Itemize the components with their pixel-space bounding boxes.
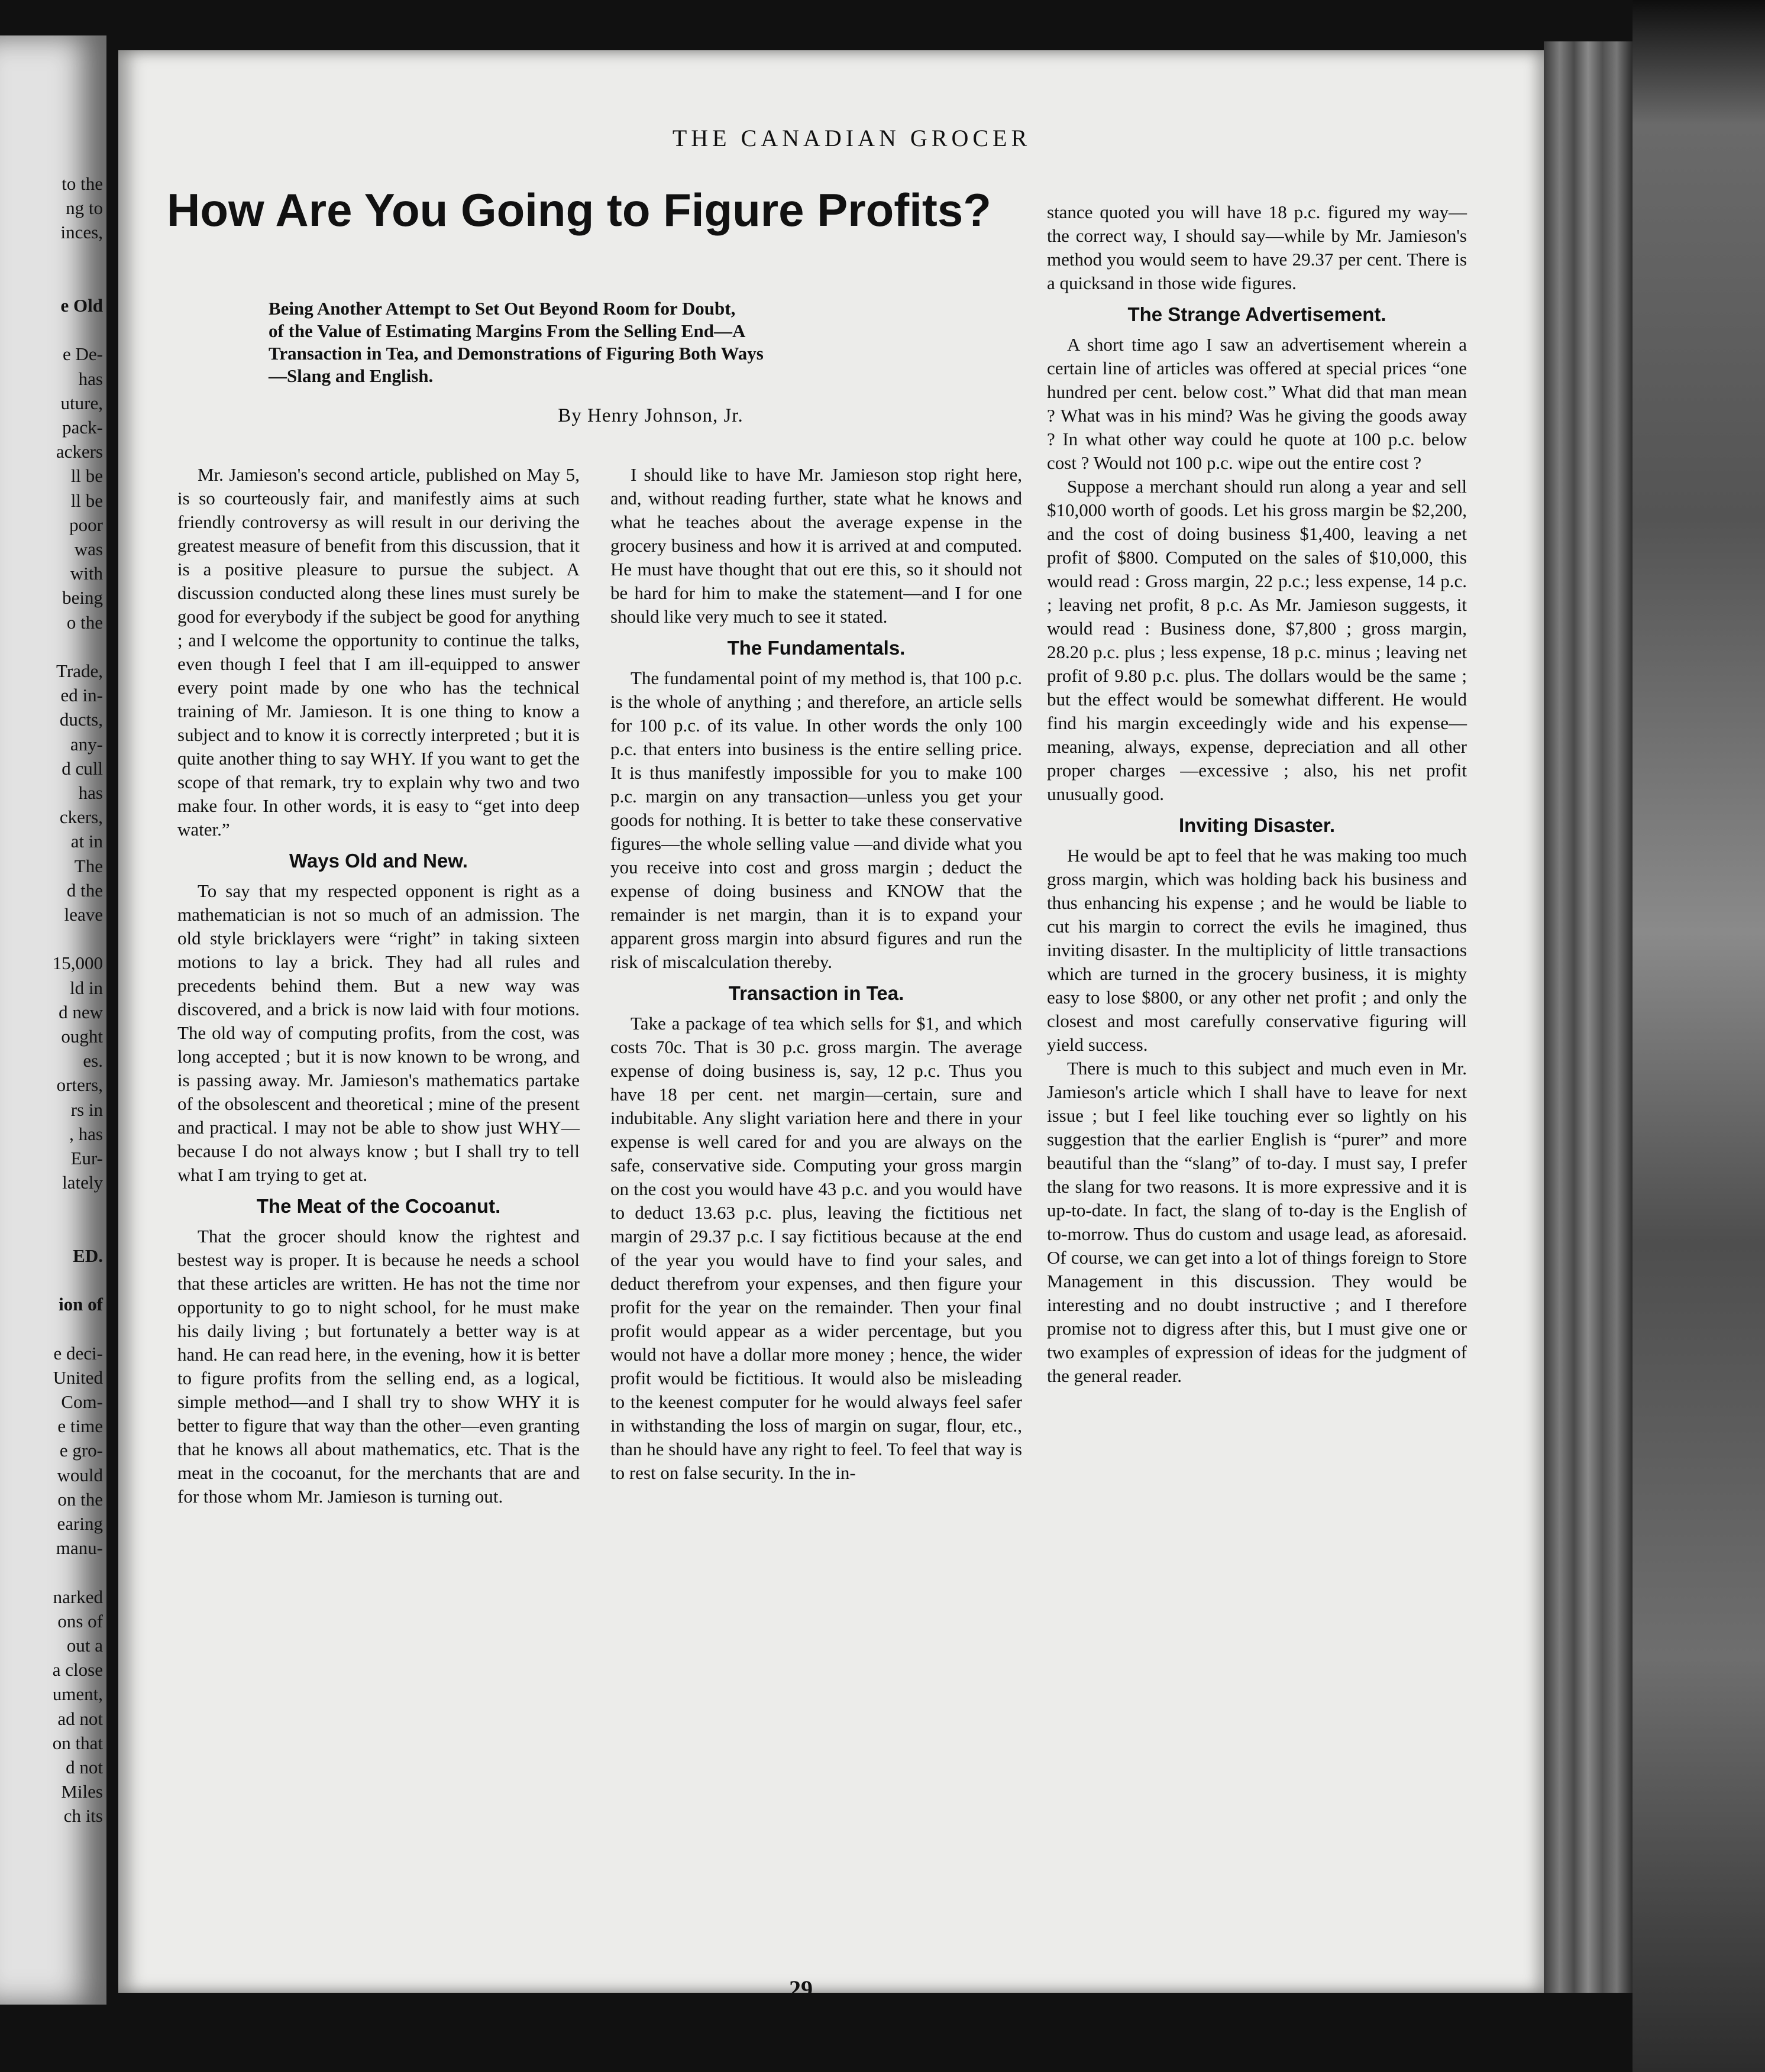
left-page-fragment: , has [69, 1123, 103, 1144]
left-page-fragment: e De- [63, 344, 103, 365]
column-1 [177, 463, 580, 1508]
left-page-fragment: Com- [61, 1391, 103, 1412]
left-page-fragment: ll be [70, 465, 103, 487]
left-page-fragment: d new [59, 1001, 103, 1022]
byline: By Henry Johnson, Jr. [558, 405, 744, 426]
left-page-fragment: e time [57, 1416, 103, 1437]
left-page-fragment: being [62, 587, 103, 608]
left-page-fragment: The [74, 855, 103, 876]
left-page-fragment: d not [66, 1757, 103, 1778]
left-page-fragment: ch its [63, 1805, 103, 1827]
left-page-fragment: would [57, 1464, 103, 1485]
column-2 [610, 463, 1022, 1485]
paragraph: Take a package of tea which sells for $1, and which costs 70c. That is 30 p.c. gross margin. The average expense of doing business is, say, 12 p.c. Thus you have 18 per cent. net margin—certain, sure and indubitable. Any slight variation here and there in your expense is well cared for and you are always on the safe, conservative side. Computing your gross margin on the cost you would have 43 p.c. and you would have to deduct 13.63 p.c. plus, leaving the fictitious net margin of 29.37 p.c. I say fictitious because at the end of the year you would have to find your sales, and deduct therefrom your expenses, and then figure your profit for the year on the remainder. Then your final profit would appear as a wider percentage, but you would not have a dollar more money ; hence, the wider profit would be fictitious. It would also be misleading to the keenest computer for he would always feel safer in withstanding the loss of margin on sugar, flour, etc., than he should have any right to feel. To feel that way is to rest on false security. In the in- [610, 1013, 1022, 1483]
left-page-fragment: e gro- [59, 1440, 103, 1461]
left-page-fragment: rs in [70, 1099, 103, 1120]
magazine-page [118, 50, 1544, 2002]
left-page-fragment: ument, [52, 1684, 103, 1705]
left-page-fragment: at in [70, 831, 103, 852]
left-page-fragment: lately [62, 1172, 103, 1193]
desk-background [1633, 0, 1765, 2072]
paragraph: To say that my respected opponent is right as a mathematician is not so much of an admission. The old style bricklayers were “right” in taking sixteen motions to lay a brick. They had all rules and precedents behind them. But a new way was discovered, and a brick is now laid with four motions. The old way of computing profits, from the cost, was long accepted ; but it is now known to be wrong, and is passing away. Mr. Jamieson's mathematics partake of the obsolescent and theoretical ; mine of the present and practical. I may not be able to show just WHY—because I do not always know ; but I shall try to tell what I am trying to get at. [177, 880, 580, 1185]
section-heading: The Fundamentals. [727, 637, 906, 659]
left-page-fragment: Miles [61, 1781, 103, 1802]
left-page-fragment: ED. [73, 1245, 103, 1266]
left-page-fragment: ducts, [59, 709, 103, 730]
left-page-fragment: Trade, [56, 661, 103, 681]
paragraph: Suppose a merchant should run along a year and sell $10,000 worth of goods. Let his gross margin be $2,200, and the cost of doing business $1,400, leaving a net profit of $800. Computed on the sales of $10,000, this would read : Gross margin, 22 p.c.; less expense, 14 p.c. ; leaving net profit, 8 p.c. As Mr. Jamieson suggests, it would read : Business done, $7,800 ; gross margin, 28.20 p.c. plus ; less expense, 18 p.c. minus ; leaving net profit of 9.80 p.c. plus. The dollars would be the same ; but the effect would be somewhat different. He would find his margin exceedingly wide and his expense—meaning, always, expense, depreciation and all other proper charges —excessive ; also, his net profit unusually good. [1047, 476, 1467, 804]
section-heading: The Meat of the Cocoanut. [256, 1195, 501, 1217]
section-heading: Ways Old and New. [289, 850, 468, 872]
paragraph: The fundamental point of my method is, that 100 p.c. is the whole of anything ; and therefore, an article sells for 100 p.c. of its value. In other words the only 100 p.c. that enters into business is the entire selling price. It is thus manifestly impossible for you to make 100 p.c. margin on any transaction—unless you get your goods for nothing. It is better to take these conservative figures—the whole selling value —and divide what you you receive into cost and gross margin ; deduct the expense of doing business and KNOW that the remainder is net margin, than it is to expand your apparent gross margin into absurd figures and run the risk of miscalculation thereby. [610, 668, 1022, 972]
left-page-fragment: orters, [56, 1074, 103, 1096]
left-page-fragment: ons of [57, 1610, 103, 1631]
left-page-fragment: ld in [70, 977, 103, 998]
left-page-fragment: poor [69, 514, 103, 535]
left-page-fragment: ought [61, 1026, 103, 1047]
running-head: THE CANADIAN GROCER [672, 125, 1032, 151]
paragraph: There is much to this subject and much even in Mr. Jamieson's article which I shall have to leave for next issue ; but I feel like touching ever so lightly on his suggestion that the earlier English is “purer” and more beautiful than the “slang” of to-day. I must say, I prefer the slang for two reasons. It is more expressive and it is up-to-date. In fact, the slang of to-day is the English of to-morrow. Thus do custom and usage lead, as aforesaid. Of course, we can get into a lot of things foreign to Store Management in this discussion. They would be interesting and no doubt instructive ; and I therefore promise not to digress after this, but I must give one or two examples of expression of ideas for the judgment of the general reader. [1047, 1058, 1467, 1386]
left-page-fragment: on the [57, 1488, 103, 1510]
left-page-fragment: ng to [66, 198, 103, 219]
article-deck [269, 297, 1037, 387]
deck-line: Being Another Attempt to Set Out Beyond Room for Doubt, [269, 298, 736, 319]
left-page-fragment: d the [66, 879, 103, 901]
left-page-edge [0, 35, 106, 2005]
left-page-fragment: 15,000 [52, 953, 103, 974]
left-page-fragment: on that [52, 1732, 103, 1753]
left-page-fragment: ckers, [59, 807, 103, 828]
left-page-fragment: e Old [60, 295, 103, 316]
left-page-fragment: o the [66, 611, 103, 633]
left-page-fragment: es. [83, 1050, 103, 1071]
left-page-fragment: any- [70, 733, 103, 755]
page-number: 29 [789, 1976, 813, 2002]
paragraph: A short time ago I saw an advertisement wherein a certain line of articles was offered at special prices “one hundred per cent. below cost.” What did that man mean ? What was in his mind? Was he giving the goods away ? In what other way could he quote at 100 p.c. below cost ? Would not 100 p.c. wipe out the entire cost ? [1047, 334, 1467, 473]
deck-line: of the Value of Estimating Margins From the Selling End—A [269, 320, 746, 341]
paragraph: That the grocer should know the rightest and bestest way is proper. It is because he needs a school that these articles are written. He has not the time nor opportunity to go to night school, for he must make his daily living ; but fortunately a better way is at hand. He can read here, in the evening, how it is better to figure profits from the selling end, as a logical, simple method—and I shall try to show WHY it is better to figure that way than the other—even granting that he knows all about mathematics, etc. That is the meat in the cocoanut, for the merchants that are and for those whom Mr. Jamieson is turning out. [177, 1226, 580, 1507]
left-page-fragment: leave [64, 904, 103, 925]
deck-line: Transaction in Tea, and Demonstrations of Figuring Both Ways [269, 343, 764, 364]
left-page-fragment: Eur- [70, 1148, 103, 1168]
left-page-fragment: ad not [57, 1708, 103, 1729]
paragraph: He would be apt to feel that he was making too much gross margin, which was holding back his business and thus enhancing his expense ; and he would be liable to cut his margin to correct the evils he imagined, thus inviting disaster. In the multiplicity of little transactions which are turned in the grocery business, it is mighty easy to lose $800, or any other net profit ; and only the closest and most carefully conservative figuring will yield success. [1047, 845, 1467, 1055]
column-3 [1047, 200, 1467, 1388]
left-page-fragment: narked [53, 1586, 103, 1607]
left-page-fragment: with [70, 563, 103, 584]
article-headline: How Are You Going to Figure Profits? [167, 184, 991, 236]
section-heading: Transaction in Tea. [728, 982, 904, 1004]
paragraph: I should like to have Mr. Jamieson stop right here, and, without reading further, state what he knows and what he teaches about the average expense in the grocery business and how it is arrived at and computed. He must have thought that out ere this, so it should not be hard for him to make the statement—and I for one should like very much to see it stated. [610, 464, 1022, 627]
left-page-fragment: ll be [70, 490, 103, 511]
section-heading: Inviting Disaster. [1178, 814, 1336, 836]
left-page-fragment: d cull [62, 757, 103, 779]
paragraph: Mr. Jamieson's second article, published on May 5, is so courteously fair, and manifestly aims at such friendly controversy as will result in our deriving the greatest measure of benefit from this discussion, that it is a positive pleasure to pursue the subject. A discussion conducted along these lines must surely be good for everybody if the subject be good for anything ; and I welcome the opportunity to continue the talks, even though I feel that I am ill-equipped to answer every point made by one who has the technical training of Mr. Jamieson. It is one thing to know a subject and to know it is correctly interpreted ; but it is quite another thing to say WHY. If you want to get the scope of that remark, try to explain why two and two make four. In other words, it is easy to “get into deep water.” [177, 464, 580, 840]
left-page-fragment: United [53, 1367, 103, 1388]
left-page-fragment: was [74, 539, 103, 559]
paragraph: stance quoted you will have 18 p.c. figured my way—the correct way, I should say—while by Mr. Jamieson's method you would seem to have 29.37 per cent. There is a quicksand in those wide figures. [1047, 202, 1467, 293]
left-page-fragment: pack- [62, 417, 103, 438]
section-heading: The Strange Advertisement. [1127, 303, 1386, 325]
left-page-fragment: to the [62, 173, 103, 194]
left-page-fragment: ackers [56, 441, 103, 462]
deck-line: —Slang and English. [269, 365, 434, 386]
left-page-fragment: has [78, 782, 103, 803]
left-page-fragment: uture, [60, 392, 103, 413]
left-page-fragment: manu- [56, 1537, 103, 1559]
left-page-fragment: has [78, 368, 103, 389]
left-page-fragment: inces, [60, 222, 103, 243]
left-page-fragment: ed in- [60, 685, 103, 706]
left-page-fragment: e deci- [53, 1342, 103, 1364]
left-page-fragment: a close [52, 1659, 103, 1681]
left-page-fragment: earing [57, 1513, 103, 1534]
left-page-fragment: out a [66, 1635, 103, 1656]
book-binding [1544, 41, 1633, 1993]
left-page-fragment: ion of [59, 1294, 103, 1315]
